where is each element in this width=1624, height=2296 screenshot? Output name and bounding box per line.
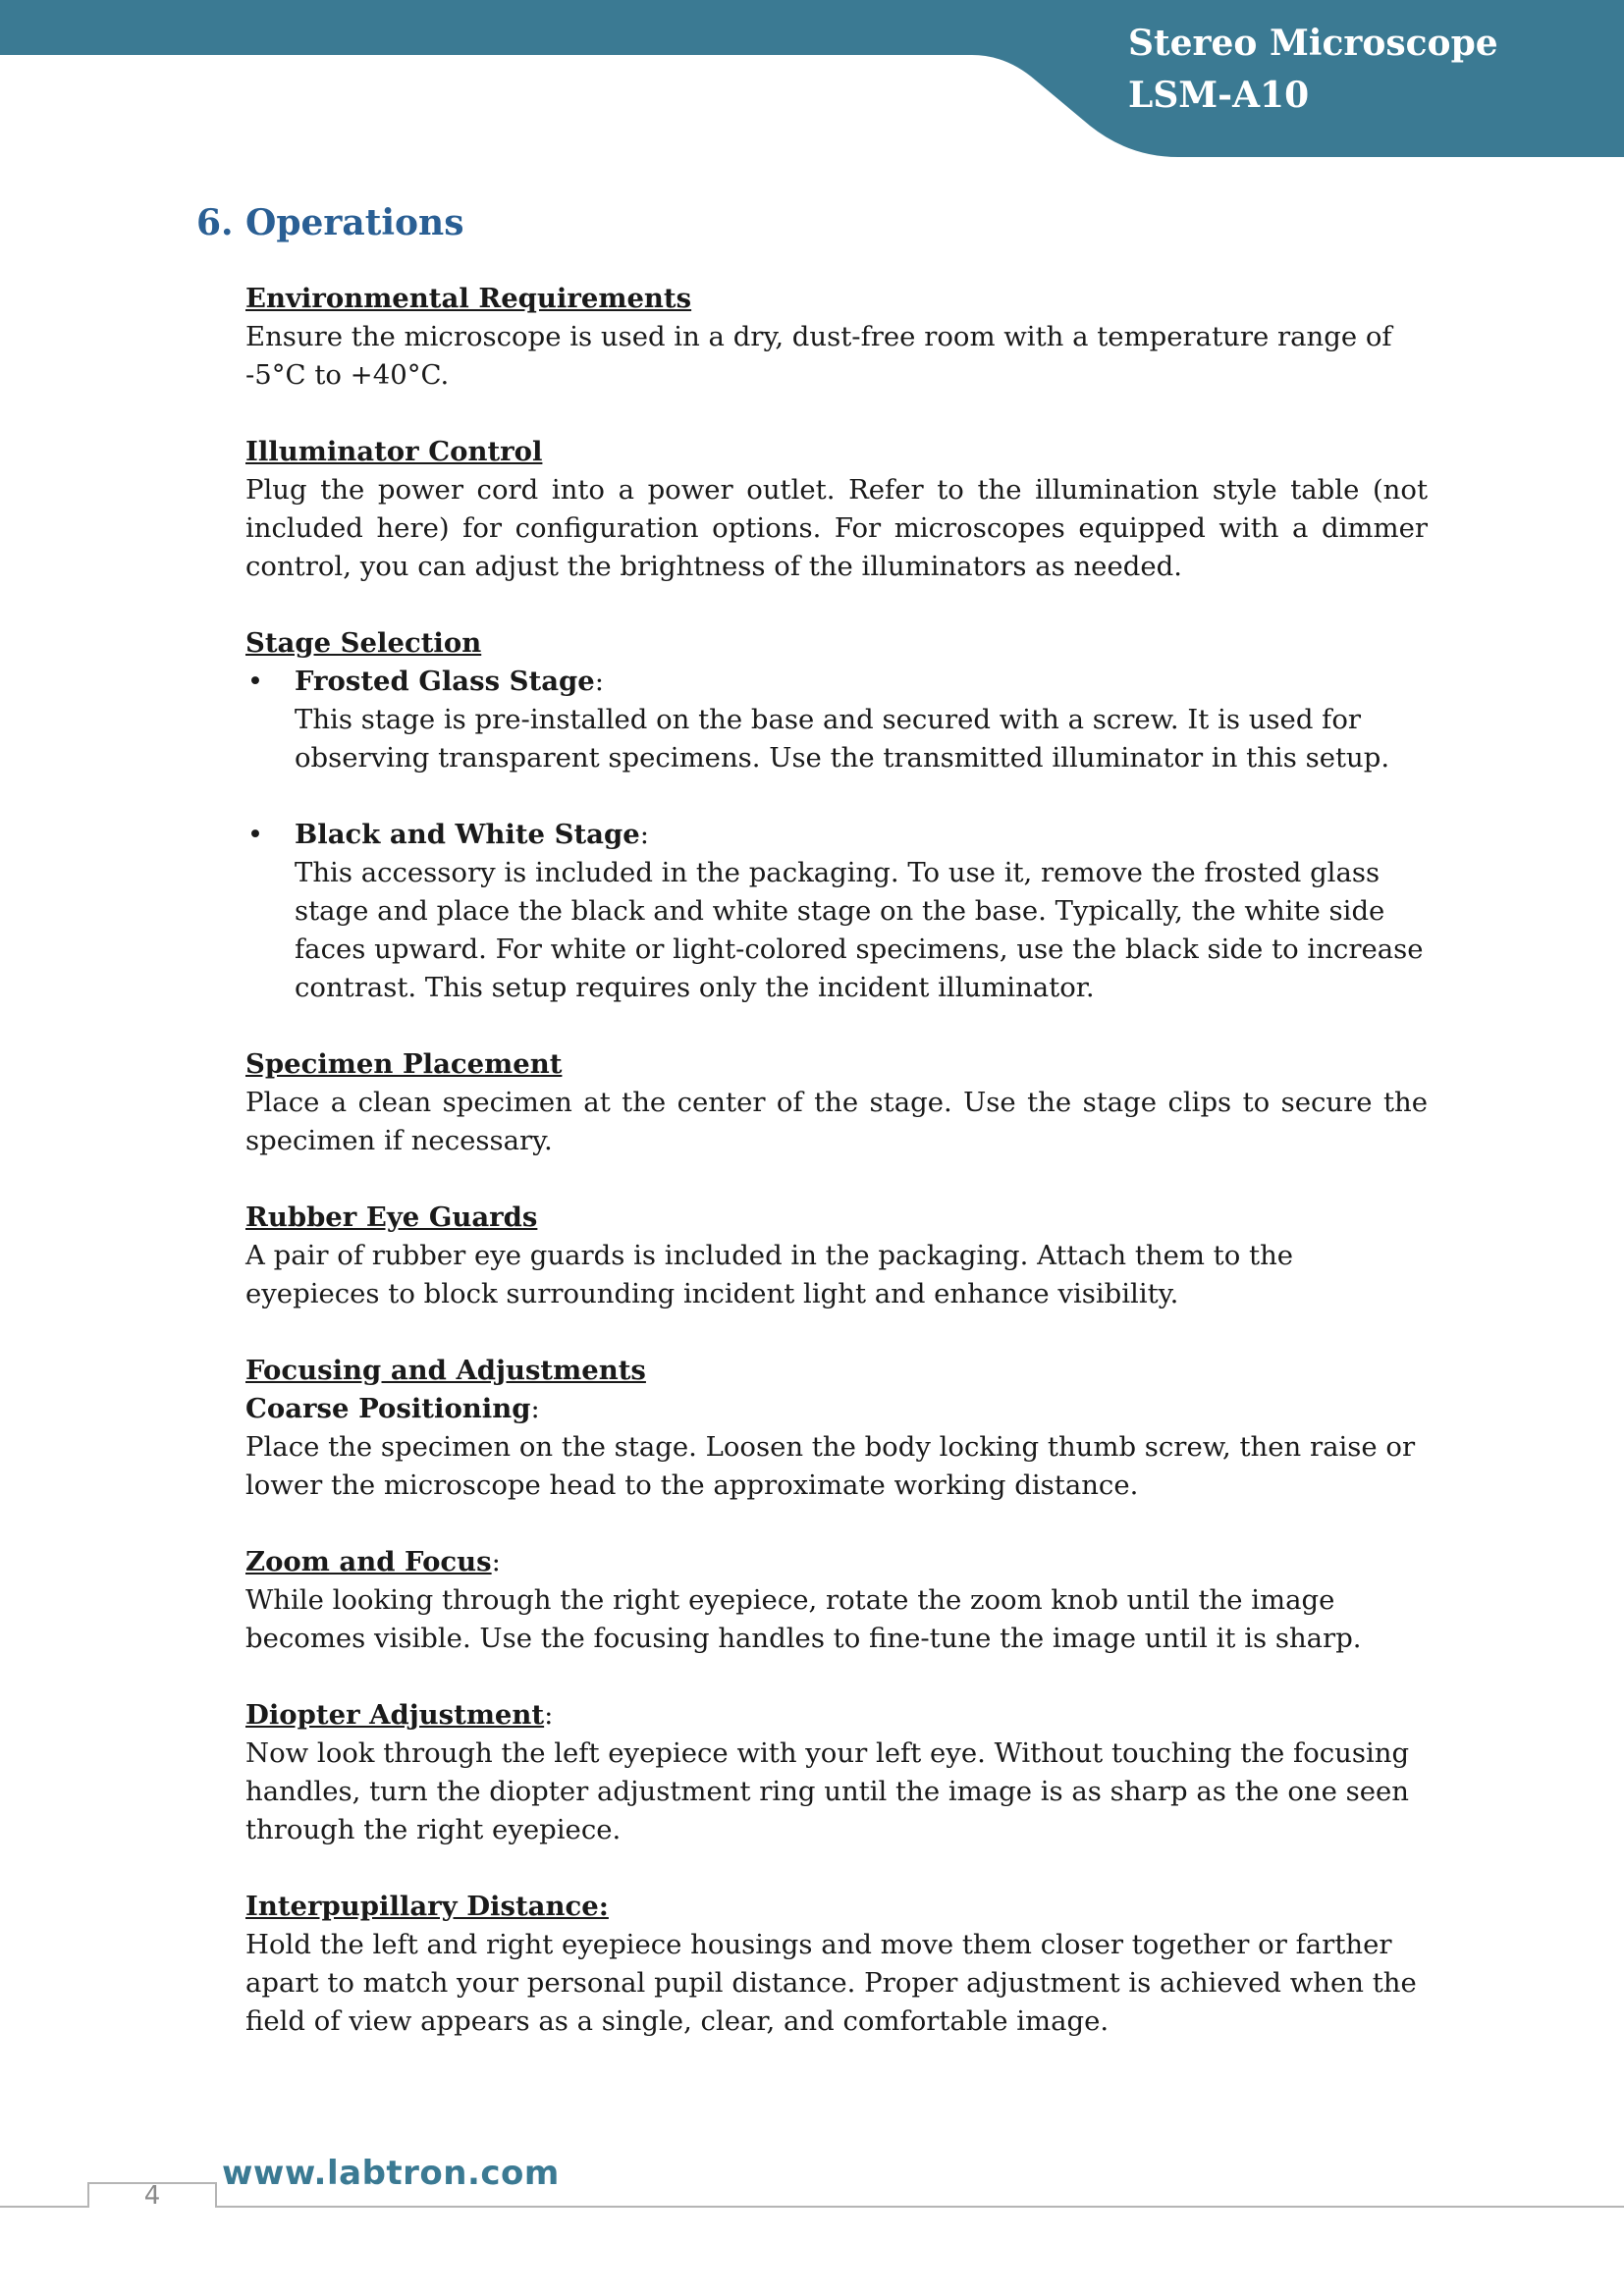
stage-selection-heading: Stage Selection bbox=[245, 627, 482, 659]
bullet-dot: • bbox=[246, 666, 264, 697]
header-product-name: Stereo Microscope bbox=[1128, 23, 1498, 64]
bullet-dot: • bbox=[246, 819, 264, 850]
diopter-adjustment-block bbox=[245, 1696, 1428, 1849]
diopter-adjustment-colon: : bbox=[544, 1699, 554, 1731]
zoom-focus-colon: : bbox=[491, 1546, 501, 1577]
stage-item-text: This accessory is included in the packaging. To use it, remove the frosted glass stage and place the black and white stage on the base. Typically, the white side faces upward. For white or light-colored specimens, use the black side to increase contrast. This setup requires only the incident illuminator. bbox=[295, 857, 1424, 1003]
stage-item-colon: : bbox=[639, 819, 649, 850]
specimen-placement-text: Place a clean specimen at the center of the stage. Use the stage clips to secure the specimen if necessary. bbox=[245, 1087, 1428, 1156]
footer-website-link[interactable]: www.labtron.com bbox=[222, 2154, 560, 2193]
rubber-eye-guards-text: A pair of rubber eye guards is included in the packaging. Attach them to the eyepieces to block surrounding incident light and enhance visibility. bbox=[245, 1240, 1294, 1309]
stage-item-black-white bbox=[245, 816, 1428, 1007]
illuminator-control-heading: Illuminator Control bbox=[245, 436, 543, 467]
stage-selection-block bbox=[245, 624, 1428, 1007]
stage-item-frosted-glass bbox=[245, 663, 1428, 777]
rubber-eye-guards-block bbox=[245, 1199, 1428, 1313]
stage-item-title: Black and White Stage bbox=[295, 819, 640, 850]
environmental-requirements-text: Ensure the microscope is used in a dry, dust-free room with a temperature range of -5°C to +40°C. bbox=[245, 321, 1392, 391]
section-heading bbox=[196, 196, 464, 249]
focusing-block bbox=[245, 1352, 1428, 1505]
stage-item-title: Frosted Glass Stage bbox=[295, 666, 595, 697]
diopter-adjustment-title: Diopter Adjustment bbox=[245, 1699, 545, 1731]
interpupillary-distance-block bbox=[245, 1888, 1428, 2041]
zoom-focus-title: Zoom and Focus bbox=[245, 1546, 492, 1577]
interpupillary-distance-text: Hold the left and right eyepiece housings and move them closer together or farther apart to match your personal pupil distance. Proper adjustment is achieved when the field of view appears as a single, clear, and comfortable image. bbox=[245, 1929, 1417, 2037]
rubber-eye-guards-heading: Rubber Eye Guards bbox=[245, 1201, 538, 1233]
stage-item-colon: : bbox=[594, 666, 605, 697]
page-content bbox=[245, 280, 1428, 2079]
page-number: 4 bbox=[143, 2181, 161, 2211]
zoom-focus-text: While looking through the right eyepiece, rotate the zoom knob until the image becomes visible. Use the focusing handles to fine-tune the image until it is sharp. bbox=[245, 1584, 1362, 1654]
illuminator-control-block bbox=[245, 433, 1428, 586]
coarse-positioning-colon: : bbox=[530, 1393, 540, 1424]
diopter-adjustment-text: Now look through the left eyepiece with your left eye. Without touching the focusing handles, turn the diopter adjustment ring until the image is as sharp as the one seen through the right eyepiece. bbox=[245, 1737, 1410, 1845]
interpupillary-distance-title: Interpupillary Distance: bbox=[245, 1891, 609, 1922]
zoom-focus-block bbox=[245, 1543, 1428, 1658]
coarse-positioning-text: Place the specimen on the stage. Loosen the body locking thumb screw, then raise or lower the microscope head to the approximate working distance. bbox=[245, 1431, 1416, 1501]
coarse-positioning-title: Coarse Positioning bbox=[245, 1393, 531, 1424]
section-title: Operations bbox=[245, 202, 464, 243]
stage-item-text: This stage is pre-installed on the base and secured with a screw. It is used for observing transparent specimens. Use the transmitted illuminator in this setup. bbox=[295, 704, 1390, 774]
header-model-number: LSM-A10 bbox=[1128, 75, 1310, 116]
illuminator-control-text: Plug the power cord into a power outlet. Refer to the illumination style table (not included here) for configuration options. For microscopes equipped with a dimmer control, you can adjust the brightness of the illuminators as needed. bbox=[245, 474, 1428, 582]
specimen-placement-block bbox=[245, 1045, 1428, 1160]
environmental-requirements-block bbox=[245, 280, 1428, 395]
specimen-placement-heading: Specimen Placement bbox=[245, 1048, 563, 1080]
focusing-heading: Focusing and Adjustments bbox=[245, 1355, 646, 1386]
header-product-title bbox=[1128, 18, 1498, 122]
environmental-requirements-heading: Environmental Requirements bbox=[245, 283, 692, 314]
section-number: 6. bbox=[196, 202, 234, 243]
